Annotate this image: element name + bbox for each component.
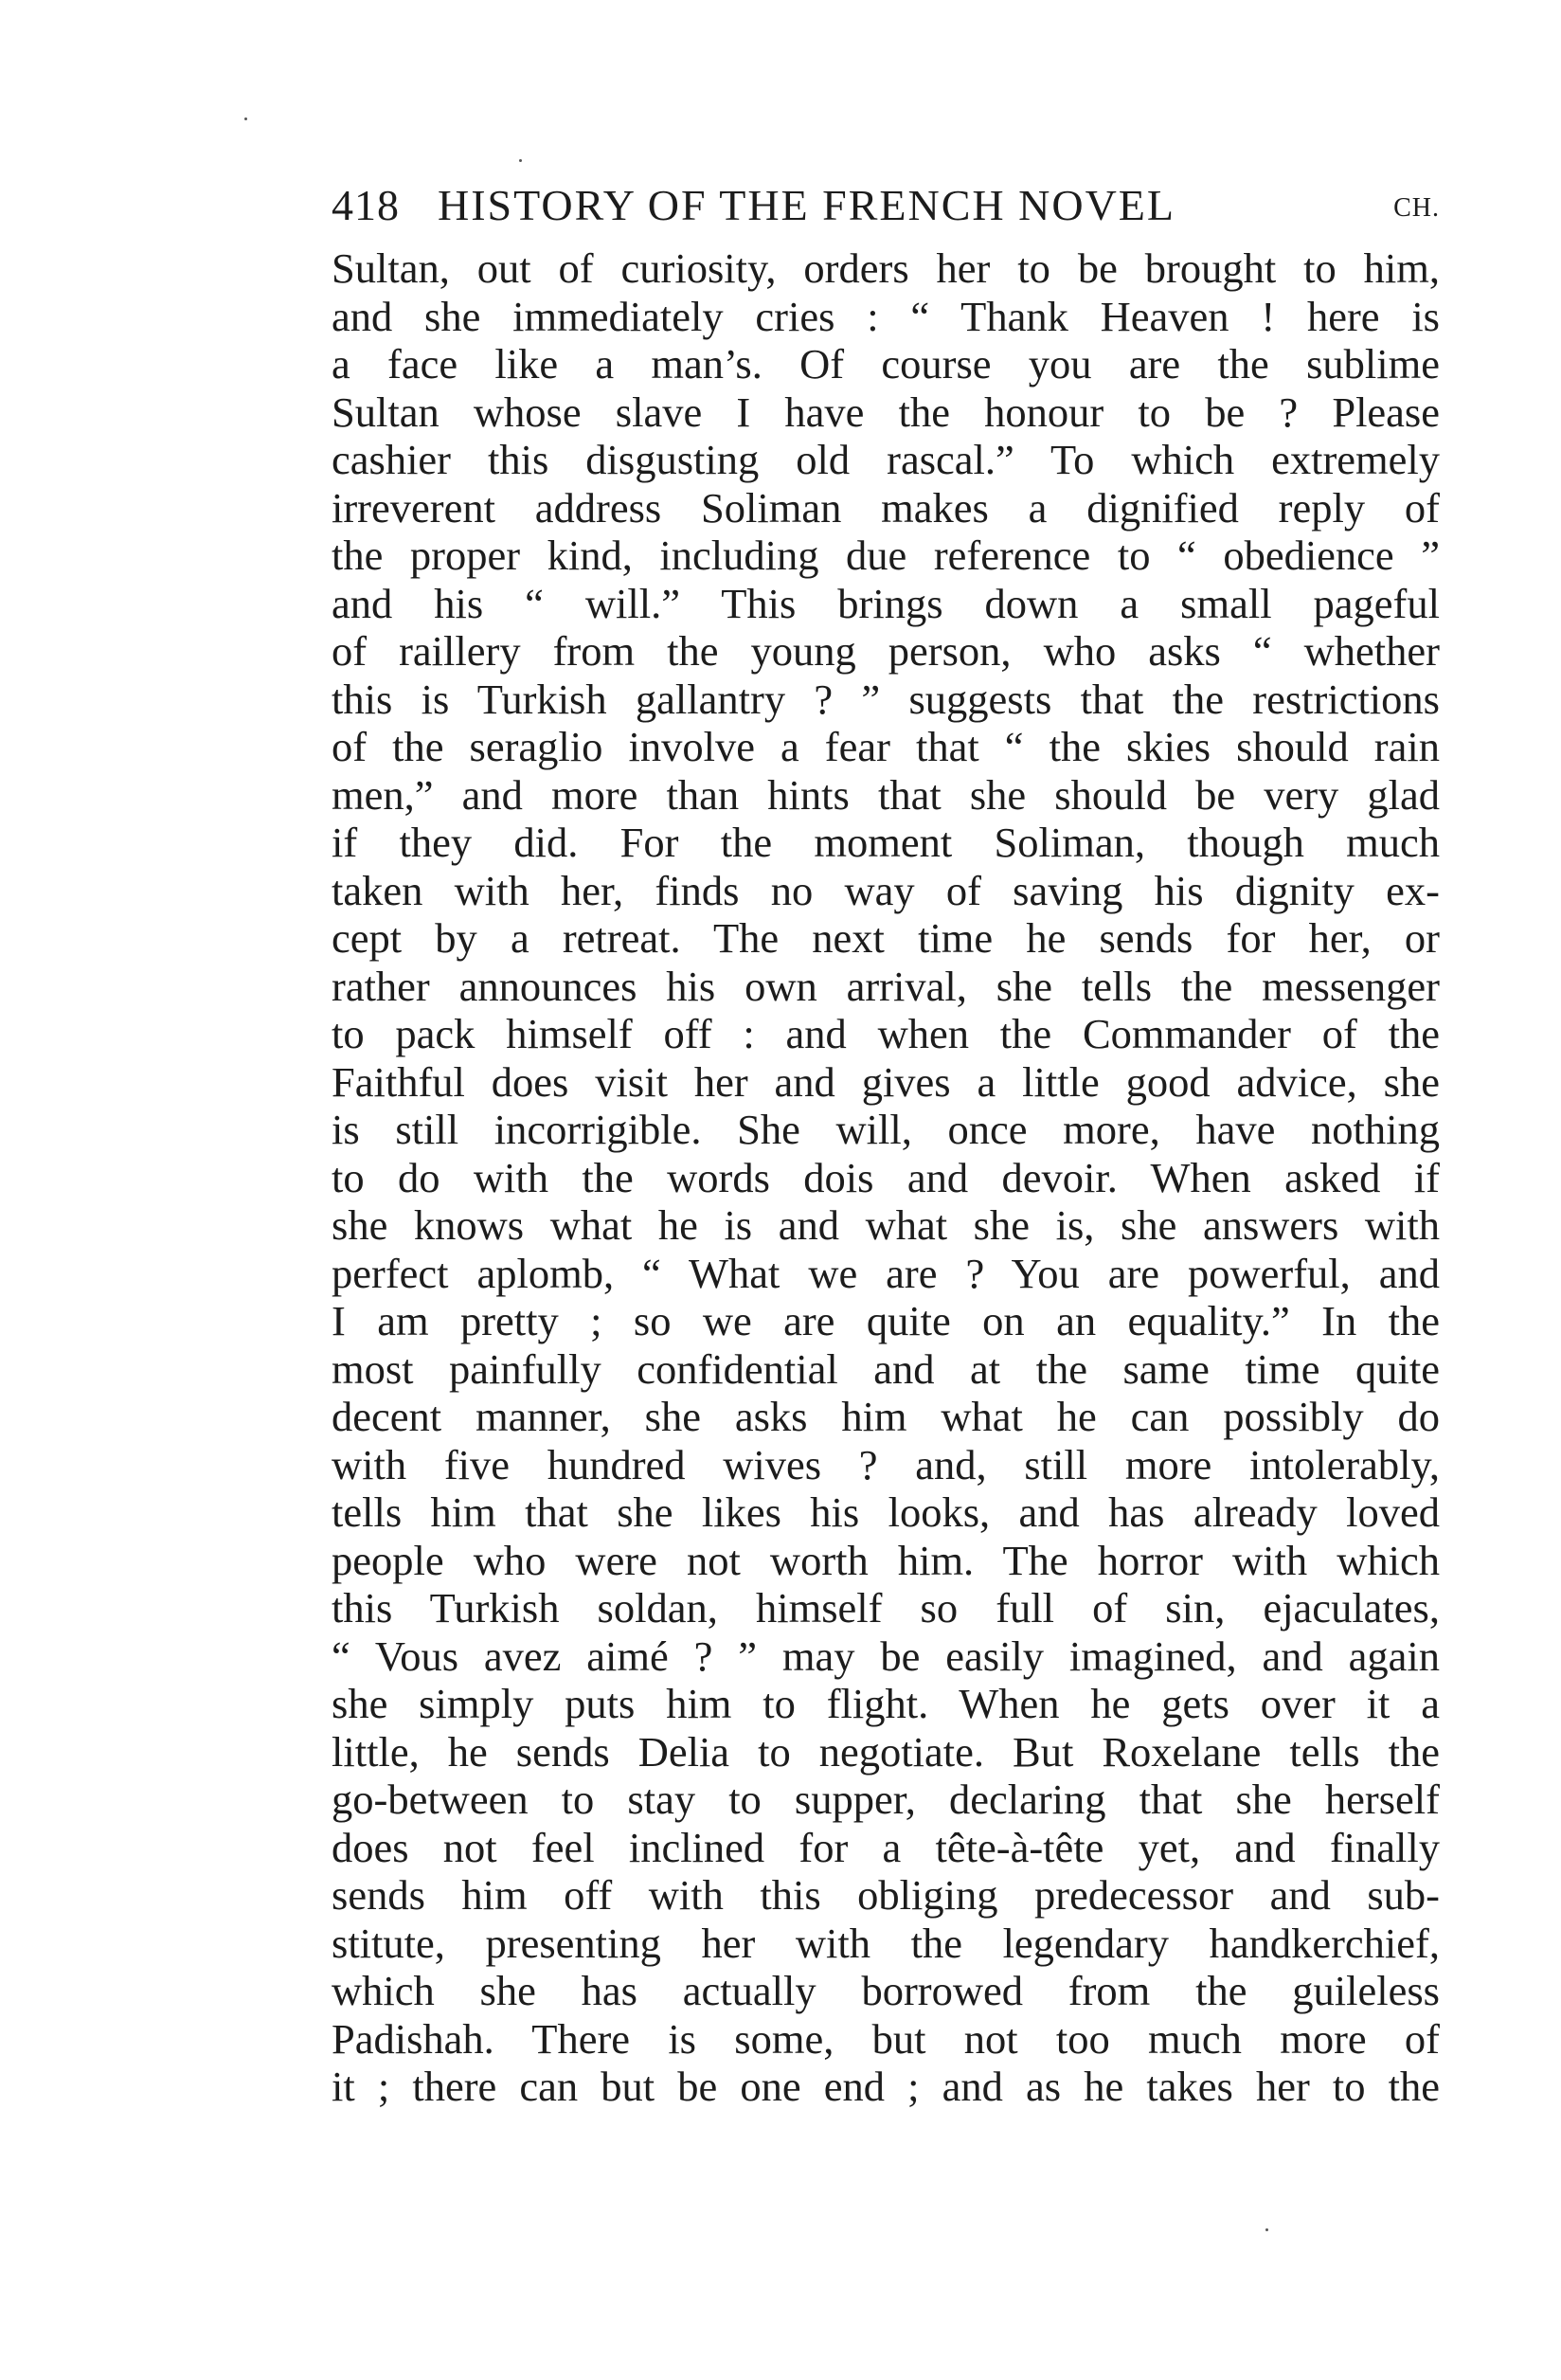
text-line: of raillery from the young person, who asks “ whether: [332, 627, 1440, 675]
text-line: cept by a retreat. The next time he sends for her, or: [332, 914, 1440, 962]
text-line: go-between to stay to supper, declaring that she herself: [332, 1776, 1440, 1823]
text-line: irreverent address Soliman makes a dignified reply of: [332, 483, 1440, 532]
text-line: she simply puts him to flight. When he gets over it a: [332, 1680, 1440, 1727]
text-line: a face like a man’s. Of course you are the sublime: [332, 340, 1440, 388]
text-line: Faithful does visit her and gives a little good advice, she: [332, 1057, 1440, 1106]
running-title: HISTORY OF THE FRENCH NOVEL: [438, 181, 1175, 229]
paper-speck: [519, 159, 522, 162]
text-line: tells him that she likes his looks, and has already loved: [332, 1488, 1440, 1536]
text-line: the proper kind, including due reference to “ obedience ”: [332, 532, 1440, 579]
text-line: and she immediately cries : “ Thank Heaven ! here is: [332, 292, 1440, 340]
text-line: this is Turkish gallantry ? ” suggests that the restrictions: [332, 675, 1440, 723]
text-line: and his “ will.” This brings down a small pageful: [332, 579, 1440, 627]
text-line: sends him off with this obliging predecessor and sub-: [332, 1871, 1440, 1919]
text-line: Sultan whose slave I have the honour to be ? Please: [332, 388, 1440, 436]
body-text: [332, 244, 1440, 2111]
text-line: it ; there can but be one end ; and as he takes her to the: [332, 2063, 1440, 2110]
text-line: I am pretty ; so we are quite on an equality.” In the: [332, 1297, 1440, 1344]
text-line: people who were not worth him. The horror with which: [332, 1536, 1440, 1584]
paper-speck: [1265, 2228, 1268, 2231]
text-line: “ Vous avez aimé ? ” may be easily imagined, and again: [332, 1632, 1440, 1680]
text-line: most painfully confidential and at the same time quite: [332, 1344, 1440, 1393]
text-line: if they did. For the moment Soliman, though much: [332, 819, 1440, 866]
text-line: does not feel inclined for a tête-à-tête yet, and finally: [332, 1823, 1440, 1871]
text-line: men,” and more than hints that she should be very glad: [332, 770, 1440, 819]
text-line: little, he sends Delia to negotiate. But Roxelane tells the: [332, 1727, 1440, 1776]
page-header: [332, 180, 1440, 246]
chapter-abbrev: CH.: [1393, 193, 1440, 223]
text-line: of the seraglio involve a fear that “ the skies should rain: [332, 723, 1440, 770]
text-line: which she has actually borrowed from the guileless: [332, 1967, 1440, 2014]
text-line: perfect aplomb, “ What we are ? You are powerful, and: [332, 1249, 1440, 1297]
text-line: taken with her, finds no way of saving his dignity ex-: [332, 866, 1440, 914]
text-line: this Turkish soldan, himself so full of sin, ejaculates,: [332, 1584, 1440, 1632]
text-line: stitute, presenting her with the legendary handkerchief,: [332, 1919, 1440, 1967]
text-line: with five hundred wives ? and, still more intolerably,: [332, 1440, 1440, 1488]
page-number: 418: [332, 181, 400, 229]
text-line: Sultan, out of curiosity, orders her to be brought to him,: [332, 244, 1440, 292]
text-line: Padishah. There is some, but not too much more of: [332, 2014, 1440, 2063]
text-line: cashier this disgusting old rascal.” To which extremely: [332, 436, 1440, 483]
paper-speck: [244, 117, 247, 120]
text-line: decent manner, she asks him what he can possibly do: [332, 1393, 1440, 1440]
text-line: rather announces his own arrival, she tells the messenger: [332, 962, 1440, 1010]
text-line: she knows what he is and what she is, she answers with: [332, 1201, 1440, 1249]
text-line: to pack himself off : and when the Commander of the: [332, 1010, 1440, 1057]
text-line: to do with the words dois and devoir. When asked if: [332, 1153, 1440, 1201]
text-line: is still incorrigible. She will, once more, have nothing: [332, 1106, 1440, 1153]
